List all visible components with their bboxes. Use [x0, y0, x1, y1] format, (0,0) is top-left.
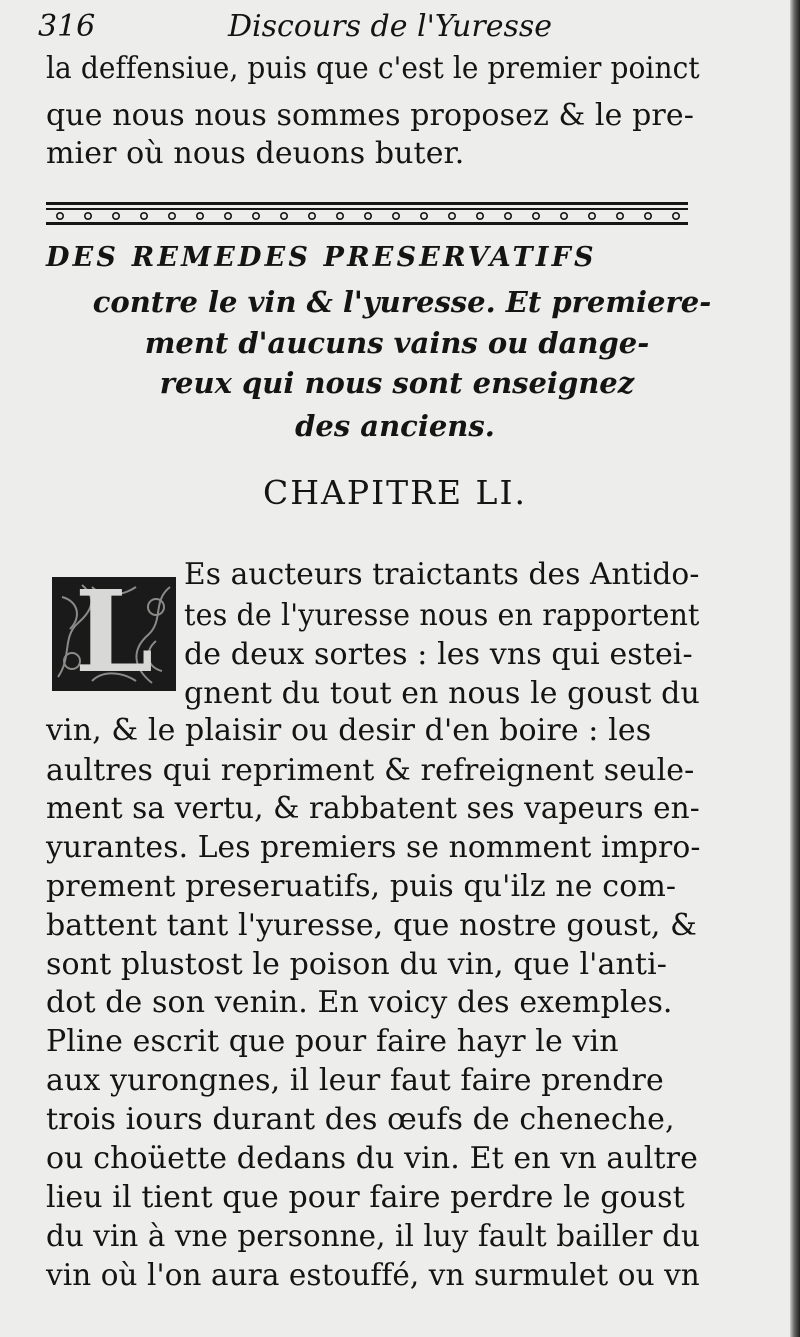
text-line: gnent du tout en nous le goust du: [184, 676, 700, 711]
rule-dot: [85, 213, 91, 219]
rule-dot: [561, 213, 567, 219]
page-header: [38, 10, 730, 44]
text-line: lieu il tient que pour faire perdre le goust: [46, 1180, 685, 1215]
text-line: du vin à vne personne, il luy fault bailler du: [46, 1219, 700, 1254]
text-line: sont plustost le poison du vin, que l'anti-: [46, 947, 667, 982]
text-line: aultres qui repriment & refreignent seule-: [46, 753, 695, 788]
page-number: 316: [38, 9, 96, 44]
drop-cap-letter: L: [74, 577, 154, 691]
text-line: mier où nous deuons buter.: [46, 136, 465, 171]
rule-dot: [337, 213, 343, 219]
text-line: Es aucteurs traictants des Antido-: [184, 557, 700, 592]
ornamental-rule: [46, 202, 688, 226]
running-title: Discours de l'Yuresse: [228, 9, 552, 44]
rule-dot: [281, 213, 287, 219]
rule-dot: [505, 213, 511, 219]
rule-dot: [309, 213, 315, 219]
rule-dot: [421, 213, 427, 219]
text-line: trois iours durant des œufs de cheneche,: [46, 1102, 675, 1137]
rule-dot: [449, 213, 455, 219]
rule-dot: [533, 213, 539, 219]
chapter-heading-subtitle-line: ment d'aucuns vains ou dange-: [144, 326, 650, 360]
text-line: de deux sortes : les vns qui estei-: [184, 637, 693, 672]
page-edge-shadow: [790, 0, 800, 1337]
text-line: la deffensiue, puis que c'est le premier poinct: [46, 51, 700, 86]
text-line: vin, & le plaisir ou desir d'en boire : les: [46, 713, 652, 748]
ornate-drop-cap: [52, 577, 176, 691]
rule-dot: [589, 213, 595, 219]
text-line: prement preseruatifs, puis qu'ilz ne com-: [46, 869, 677, 904]
text-line: yurantes. Les premiers se nomment impro-: [46, 830, 701, 865]
rule-dot: [645, 213, 651, 219]
text-line: ment sa vertu, & rabbatent ses vapeurs en-: [46, 791, 700, 826]
text-line: vin où l'on aura estouffé, vn surmulet ou vn: [46, 1258, 700, 1293]
rule-dot: [197, 213, 203, 219]
chapter-heading-subtitle-line: contre le vin & l'yuresse. Et premiere-: [92, 285, 712, 319]
rule-dot: [393, 213, 399, 219]
text-line: que nous nous sommes proposez & le pre-: [46, 98, 694, 133]
chapter-heading-title: DES REMEDES PRESERVATIFS: [46, 242, 597, 273]
text-line: battent tant l'yuresse, que nostre goust, &: [46, 908, 697, 943]
text-line: ou choüette dedans du vin. Et en vn aultre: [46, 1141, 698, 1176]
text-line: Pline escrit que pour faire hayr le vin: [46, 1024, 619, 1059]
rule-dot: [365, 213, 371, 219]
chapter-number: CHAPITRE LI.: [263, 473, 527, 512]
rule-dot: [477, 213, 483, 219]
rule-dot: [169, 213, 175, 219]
text-line: aux yurongnes, il leur faut faire prendre: [46, 1063, 664, 1098]
text-line: dot de son venin. En voicy des exemples.: [46, 985, 673, 1020]
text-line: tes de l'yuresse nous en rapportent: [184, 598, 700, 633]
rule-dot: [617, 213, 623, 219]
rule-dot: [225, 213, 231, 219]
chapter-heading-subtitle-line: reux qui nous sont enseignez: [159, 366, 635, 400]
rule-dot: [673, 213, 679, 219]
rule-dot: [57, 213, 63, 219]
chapter-heading-subtitle-line: des anciens.: [295, 409, 495, 443]
rule-dot: [141, 213, 147, 219]
rule-dot: [253, 213, 259, 219]
rule-dot: [113, 213, 119, 219]
